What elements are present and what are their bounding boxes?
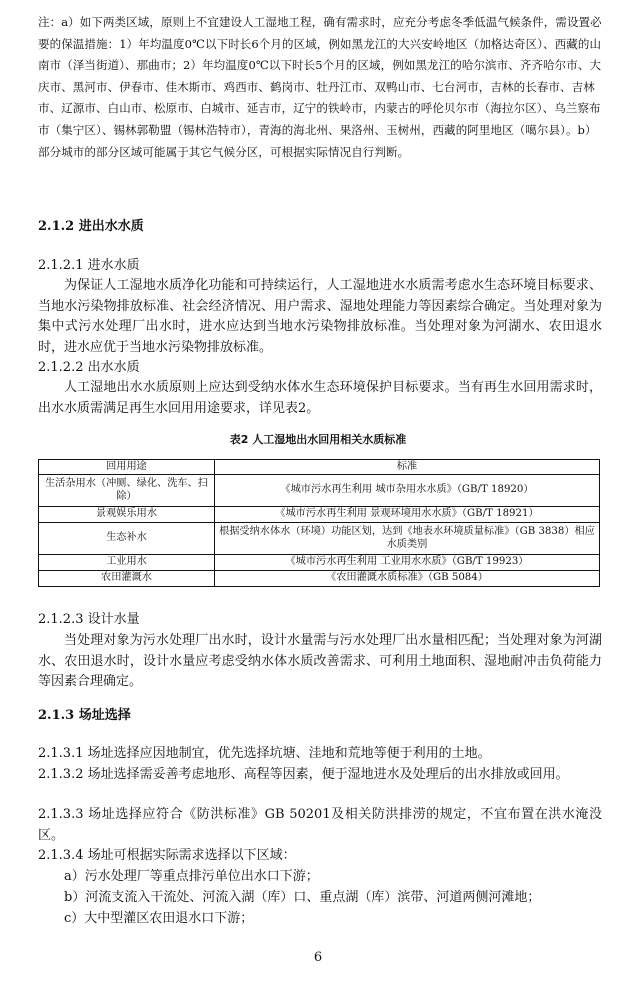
section-2-1-2-1-text: 为保证人工湿地水质净化功能和可持续运行，人工湿地进水水质需考虑水生态环境目标要求、当地水污染物排放标准、社会经济情况、用户需求、湿地处理能力等因素综合确定。当处理对象为集中式污水处理厂出水时，进水应达到当地水污染物排放标准。当处理对象为河湖水、农田退水时，进水应优于当地水污染物排放标准。 — [38, 278, 602, 355]
section-2-1-3-heading: 2.1.3 场址选择 — [38, 708, 131, 723]
table-row — [39, 571, 600, 587]
table-caption: 表2 人工湿地出水回用相关水质标准 — [229, 433, 407, 446]
table-header-row — [39, 460, 600, 475]
table-row — [39, 475, 600, 507]
header-standard: 标准 — [215, 460, 600, 475]
section-2-1-2-2-text: 人工湿地出水水质原则上应达到受纳水体水生态环境保护目标要求。当有再生水回用需求时，出水水质需满足再生水回用用途要求，详见表2。 — [38, 380, 602, 416]
section-2-1-2-2-heading: 2.1.2.2 出水水质 — [38, 360, 140, 375]
section-2-1-3-2-text: 2.1.3.2 场址选择需妥善考虑地形、高程等因素，便于湿地进水及处理后的出水排放或回用。 — [38, 767, 569, 782]
reuse-standards-table — [38, 459, 600, 587]
cell-standard: 《城市污水再生利用 工业用水水质》（GB/T 19923） — [215, 555, 600, 571]
climate-note: 注：a）如下两类区域，原则上不宜建设人工湿地工程，确有需求时，应充分考虑冬季低温气候条件，需设置必要的保温措施：1）年均温度0℃以下时长6个月的区域，例如黑龙江的大兴安岭地区（加格达奇区）、西藏的山南市（泽当街道）、那曲市；2）年均温度0℃以下时长5个月的区域，例如黑龙江的哈尔滨市、齐齐哈尔市、大庆市、黑河市、伊春市、佳木斯市、鸡西市、鹤岗市、牡丹江市、双鸭山市、七台河市，吉林的长春市、吉林市、辽源市、白山市、松原市、白城市、延吉市，辽宁的铁岭市，内蒙古的呼伦贝尔市（海拉尔区）、乌兰察布市（集宁区）、锡林郭勒盟（锡林浩特市），青海的海北州、果洛州、玉树州，西藏的阿里地区（噶尔县）。b）部分城市的部分区域可能属于其它气候分区，可根据实际情况自行判断。 — [38, 15, 602, 159]
section-2-1-2-heading: 2.1.2 进出水水质 — [38, 219, 144, 234]
header-use: 回用用途 — [39, 460, 215, 475]
section-2-1-2-3-text: 当处理对象为污水处理厂出水时，设计水量需与污水处理厂出水量相匹配；当处理对象为河湖水、农田退水时，设计水量应考虑受纳水体水质改善需求、可利用土地面积、湿地耐冲击负荷能力等因素合理确定。 — [38, 633, 602, 689]
section-2-1-2-3-heading: 2.1.2.3 设计水量 — [38, 612, 140, 627]
list-item: c）大中型灌区农田退水口下游； — [64, 911, 254, 926]
cell-use: 农田灌溉水 — [39, 571, 215, 587]
section-2-1-2-1-heading: 2.1.2.1 进水水质 — [38, 258, 140, 273]
section-2-1-3-4-text: 2.1.3.4 场址可根据实际需求选择以下区域： — [38, 848, 296, 863]
page-number: 6 — [313, 950, 323, 965]
list-item: b）河流支流入干流处、河流入湖（库）口、重点湖（库）滨带、河道两侧河滩地； — [64, 890, 541, 905]
list-item: a）污水处理厂等重点排污单位出水口下游； — [64, 869, 319, 884]
cell-standard: 《城市污水再生利用 城市杂用水水质》（GB/T 18920） — [215, 475, 600, 507]
cell-standard: 根据受纳水体水（环境）功能区划，达到《地表水环境质量标准》（GB 3838）相应水质类别 — [215, 523, 600, 555]
table-row — [39, 555, 600, 571]
section-2-1-3-3-text: 2.1.3.3 场址选择应符合《防洪标准》GB 50201及相关防洪排涝的规定，不宜布置在洪水淹没区。 — [38, 807, 602, 843]
cell-use: 生活杂用水（冲厕、绿化、洗车、扫除） — [39, 475, 215, 507]
table-row — [39, 507, 600, 523]
cell-use: 工业用水 — [39, 555, 215, 571]
section-2-1-3-1-text: 2.1.3.1 场址选择应因地制宜，优先选择坑塘、洼地和荒地等便于利用的土地。 — [38, 746, 491, 761]
cell-standard: 《农田灌溉水质标准》（GB 5084） — [215, 571, 600, 587]
cell-standard: 《城市污水再生利用 景观环境用水水质》（GB/T 18921） — [215, 507, 600, 523]
cell-use: 生态补水 — [39, 523, 215, 555]
cell-use: 景观娱乐用水 — [39, 507, 215, 523]
table-row — [39, 523, 600, 555]
